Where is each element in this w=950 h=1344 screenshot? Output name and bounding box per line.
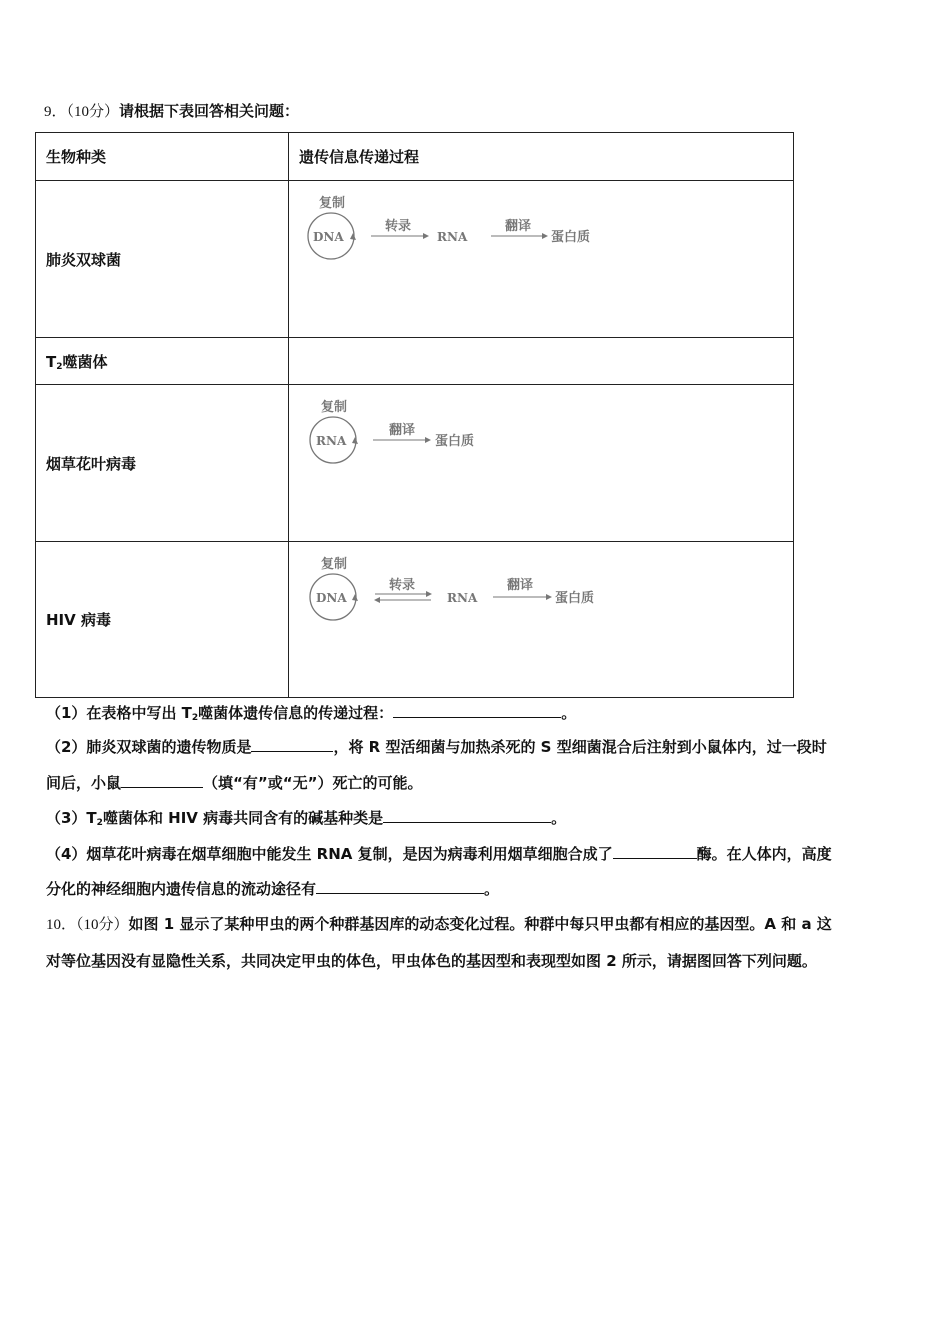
t2-phage-answer-cell[interactable] — [289, 338, 794, 385]
question-10-line1: 10．（10分）如图 1 显示了某种甲虫的两个种群基因库的动态变化过程。种群中每只甲虫都有相应的基因型。A 和 a 这 — [46, 915, 832, 933]
label-transcribe: 转录 — [389, 578, 416, 593]
organism-hiv: HIV 病毒 — [36, 542, 289, 698]
diagram-cell-pneumococcus — [289, 181, 794, 338]
question-10-line2: 对等位基因没有显隐性关系，共同决定甲虫的体色，甲虫体色的基因型和表现型如图 2 所示，请据图回答下列问题。 — [46, 952, 817, 970]
label-replicate: 复制 — [321, 400, 348, 415]
label-rna: RNA — [316, 434, 347, 448]
question-9-title — [44, 100, 299, 121]
label-replicate: 复制 — [319, 196, 346, 211]
blank-4b[interactable] — [316, 879, 484, 894]
blank-3[interactable] — [383, 808, 551, 823]
label-replicate: 复制 — [321, 557, 348, 572]
question-9-prompt: 请根据下表回答相关问题： — [119, 102, 300, 120]
sub-question-3: $(3)T_2$噬菌体和 HIV 病毒共同含有的碱基种类是 。 — [46, 809, 567, 828]
label-transcribe: 转录 — [385, 219, 412, 234]
sub-question-4-line2: 分化的神经细胞内遗传信息的流动途径有 。 — [46, 880, 500, 898]
organism-t2-phage: $T_2$噬菌体 — [36, 338, 289, 385]
header-process: 遗传信息传递过程 — [289, 133, 794, 181]
label-translate: 翻译 — [389, 423, 416, 438]
blank-2b[interactable] — [121, 773, 203, 788]
organism-pneumococcus: 肺炎双球菌 — [36, 181, 289, 338]
label-dna: DNA — [313, 230, 344, 244]
hiv-flow-diagram — [289, 542, 794, 697]
blank-4a[interactable] — [613, 844, 697, 859]
sub-question-2-line2: 间后，小鼠 （填“有”或“无”）死亡的可能。 — [46, 774, 423, 792]
label-rna: RNA — [437, 230, 468, 244]
sub-question-1: （1）在表格中写出 $T_2$噬菌体遗传信息的传递过程： 。 — [46, 704, 577, 723]
organism-tmv: 烟草花叶病毒 — [36, 385, 289, 542]
pneumococcus-flow-diagram — [289, 181, 794, 337]
tmv-flow-diagram — [289, 385, 794, 541]
diagram-cell-hiv — [289, 542, 794, 698]
label-protein: 蛋白质 — [555, 591, 595, 606]
header-organism: 生物种类 — [36, 133, 289, 181]
blank-2a[interactable] — [251, 737, 333, 752]
question-9-number: 9．（10分） — [44, 104, 120, 120]
genetic-info-table — [35, 132, 794, 698]
sub-question-4-line1: （4）烟草花叶病毒在烟草细胞中能发生 RNA 复制，是因为病毒利用烟草细胞合成了 酶。在人体内，高度 — [46, 845, 832, 863]
label-rna: RNA — [447, 591, 478, 605]
label-translate: 翻译 — [505, 219, 532, 234]
label-dna: DNA — [316, 591, 347, 605]
question-10-number: 10．（10分） — [46, 917, 129, 933]
label-protein: 蛋白质 — [435, 434, 475, 449]
label-protein: 蛋白质 — [551, 230, 591, 245]
diagram-cell-tmv — [289, 385, 794, 542]
label-translate: 翻译 — [507, 578, 534, 593]
blank-1[interactable] — [393, 703, 561, 718]
sub-question-2-line1: （2）肺炎双球菌的遗传物质是 ，将 R 型活细菌与加热杀死的 S 型细菌混合后注射到小鼠体内，过一段时 — [46, 738, 827, 756]
